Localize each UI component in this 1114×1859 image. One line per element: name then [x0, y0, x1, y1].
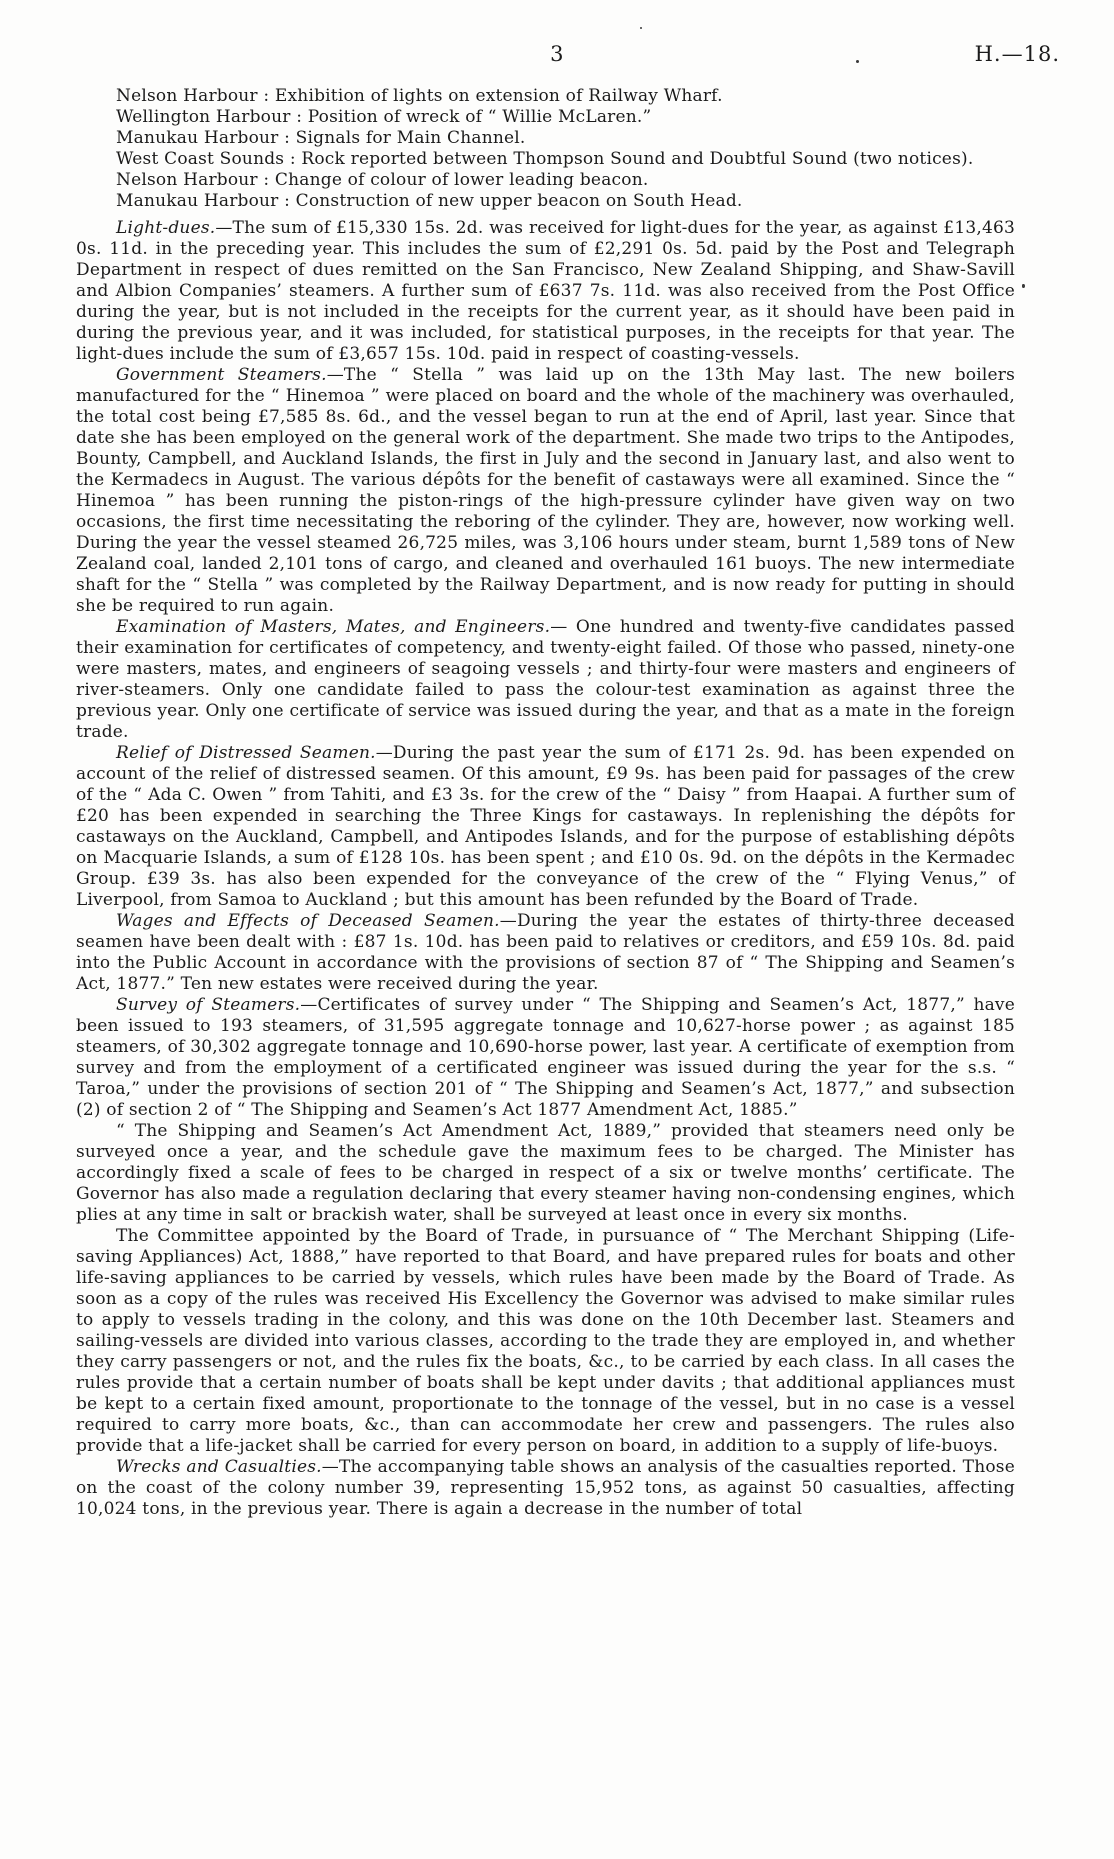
- report-paragraph-amendment-act-1889: [76, 1121, 1015, 1226]
- notice-line: Manukau Harbour : Signals for Main Channel.: [116, 128, 526, 148]
- document-reference: H.—18.: [974, 42, 1060, 66]
- paragraph-heading: Wrecks and Casualties.: [116, 1457, 322, 1477]
- paragraph-text: “ The Shipping and Seamen’s Act Amendment Act, 1889,” provided that steamers need only be surveyed once a year, and the schedule gave the maximum fees to be charged. The Minister has accordingly fixed a scale of fees to be charged in respect of a six or twelve months’ certificate. The Governor has also made a regulation declaring that every steamer having non-condensing engines, which plies at any time in salt or brackish water, shall be surveyed at least once in every six months.: [76, 1121, 1015, 1225]
- report-paragraph-committee-life-saving: [76, 1226, 1015, 1457]
- notice-line: Wellington Harbour : Position of wreck of “ Willie McLaren.”: [116, 107, 652, 127]
- paragraph-heading: Survey of Steamers.: [116, 995, 301, 1015]
- document-body: [76, 86, 1015, 1520]
- report-paragraph-wages-and-effects: [76, 911, 1015, 995]
- report-paragraph-examination: [76, 617, 1015, 743]
- paragraph-heading: Relief of Distressed Seamen.: [116, 743, 376, 763]
- report-paragraph-survey-of-steamers: [76, 995, 1015, 1121]
- paragraph-heading: Light-dues.: [116, 218, 216, 238]
- notice-line: Nelson Harbour : Change of colour of lower leading beacon.: [116, 170, 649, 190]
- notice-line: Manukau Harbour : Construction of new upper beacon on South Head.: [116, 191, 743, 211]
- paragraph-text: —Certificates of survey under “ The Shipping and Seamen’s Act, 1877,” have been issued to 193 steamers, of 31,595 aggregate tonnage and 10,627-horse power ; as against 185 steamers, of 30,302 aggregate tonnage and 10,690-horse power, last year. A certificate of exemption from survey and from the employment of a certificated engineer was issued during the year for the s.s. “ Taroa,” under the provisions of section 201 of “ The Shipping and Seamen’s Act, 1877,” and subsection (2) of section 2 of “ The Shipping and Seamen’s Act 1877 Amendment Act, 1885.”: [76, 995, 1016, 1120]
- paragraph-text: The Committee appointed by the Board of Trade, in pursuance of “ The Merchant Shipping (Life-saving Appliances) Act, 1888,” have reported to that Board, and have prepared rules for boats and other life-saving appliances to be carried by vessels, which rules have been made by the Board of Trade. As soon as a copy of the rules was received His Excellency the Governor was advised to make similar rules to apply to vessels trading in the colony, and this was done on the 10th December last. Steamers and sailing-vessels are divided into various classes, according to the trade they are employed in, and whether they carry passengers or not, and the rules fix the boats, &c., to be carried by each class. In all cases the rules provide that a certain number of boats shall be kept under davits ; that additional appliances must be kept to a certain fixed amount, proportionate to the tonnage of the vessel, but in no case is a vessel required to carry more boats, &c., than can accommodate her crew and passengers. The rules also provide that a life-jacket shall be carried for every person on board, in addition to a supply of life-buoys.: [76, 1226, 1015, 1456]
- paragraph-text: —During the year the estates of thirty-three deceased seamen have been dealt with : £87 1s. 10d. has been paid to relatives or creditors, and £59 10s. 8d. paid into the Public Account in accordance with the provisions of section 87 of “ The Shipping and Seamen’s Act, 1877.” Ten new estates were received during the year.: [76, 911, 1016, 994]
- page-header: [0, 42, 1114, 72]
- report-paragraph-government-steamers: [76, 365, 1015, 617]
- paragraph-heading: Wages and Effects of Deceased Seamen.: [116, 911, 500, 931]
- report-paragraph-relief-of-distressed-seamen: [76, 743, 1015, 911]
- scan-speckle: [856, 60, 859, 63]
- page-number: 3: [550, 42, 564, 66]
- paragraph-text: —During the past year the sum of £171 2s. 9d. has been expended on account of the relief of distressed seamen. Of this amount, £9 9s. has been paid for passages of the crew of the “ Ada C. Owen ” from Tahiti, and £3 3s. for the crew of the “ Daisy ” from Haapai. A further sum of £20 has been expended in searching the Three Kings for castaways. In replenishing the dépôts for castaways on the Auckland, Campbell, and Antipodes Islands, and for the purpose of establishing dépôts on Macquarie Islands, a sum of £128 10s. has been spent ; and £10 0s. 9d. on the dépôts in the Kermadec Group. £39 3s. has also been expended for the conveyance of the crew of the “ Flying Venus,” of Liverpool, from Samoa to Auckland ; but this amount has been refunded by the Board of Trade.: [76, 743, 1015, 910]
- notice-line: West Coast Sounds : Rock reported between Thompson Sound and Doubtful Sound (two notices).: [116, 149, 974, 169]
- paragraph-text: — One hundred and twenty-five candidates passed their examination for certificates of competency, and twenty-eight failed. Of those who passed, ninety-one were masters, mates, and engineers of seagoing vessels ; and thirty-four were masters and engineers of river-steamers. Only one candidate failed to pass the colour-test examination as against three the previous year. Only one certificate of service was issued during the year, and that as a mate in the foreign trade.: [76, 617, 1016, 742]
- paragraph-text: —The accompanying table shows an analysis of the casualties reported. Those on the coast of the colony number 39, representing 15,952 tons, as against 50 casualties, affecting 10,024 tons, in the previous year. There is again a decrease in the number of total: [76, 1457, 1015, 1519]
- notice-line: Nelson Harbour : Exhibition of lights on extension of Railway Wharf.: [116, 86, 723, 106]
- report-paragraph-wrecks-and-casualties: [76, 1457, 1015, 1520]
- paragraph-heading: Examination of Masters, Mates, and Engineers.: [116, 617, 551, 637]
- paragraph-text: —The sum of £15,330 15s. 2d. was received for light-dues for the year, as against £13,463 0s. 11d. in the preceding year. This includes the sum of £2,291 0s. 5d. paid by the Post and Telegraph Department in respect of dues remitted on the San Francisco, New Zealand Shipping, and Shaw-Savill and Albion Companies’ steamers. A further sum of £637 7s. 11d. was also received from the Post Office during the year, but is not included in the receipts for the current year, as it should have been paid in during the previous year, and it was included, for statistical purposes, in the receipts for that year. The light-dues include the sum of £3,657 15s. 10d. paid in respect of coasting-vessels.: [76, 218, 1015, 364]
- report-paragraph-light-dues: [76, 218, 1015, 365]
- scan-speckle: [640, 27, 642, 29]
- paragraph-text: —The “ Stella ” was laid up on the 13th May last. The new boilers manufactured for the “ Hinemoa ” were placed on board and the whole of the machinery was overhauled, the total cost being £7,585 8s. 6d., and the vessel began to run at the end of April, last year. Since that date she has been employed on the general work of the department. She made two trips to the Antipodes, Bounty, Campbell, and Auckland Islands, the first in July and the second in January last, and also went to the Kermadecs in August. The various dépôts for the benefit of castaways were all examined. Since the “ Hinemoa ” has been running the piston-rings of the high-pressure cylinder have given way on two occasions, the first time necessitating the reboring of the cylinder. They are, however, now working well. During the year the vessel steamed 26,725 miles, was 3,106 hours under steam, burnt 1,589 tons of New Zealand coal, landed 2,101 tons of cargo, and cleaned and overhauled 161 buoys. The new intermediate shaft for the “ Stella ” was completed by the Railway Department, and is now ready for putting in should she be required to run again.: [76, 365, 1015, 616]
- paragraph-heading: Government Steamers.: [116, 365, 327, 385]
- scan-speckle: [1022, 284, 1025, 288]
